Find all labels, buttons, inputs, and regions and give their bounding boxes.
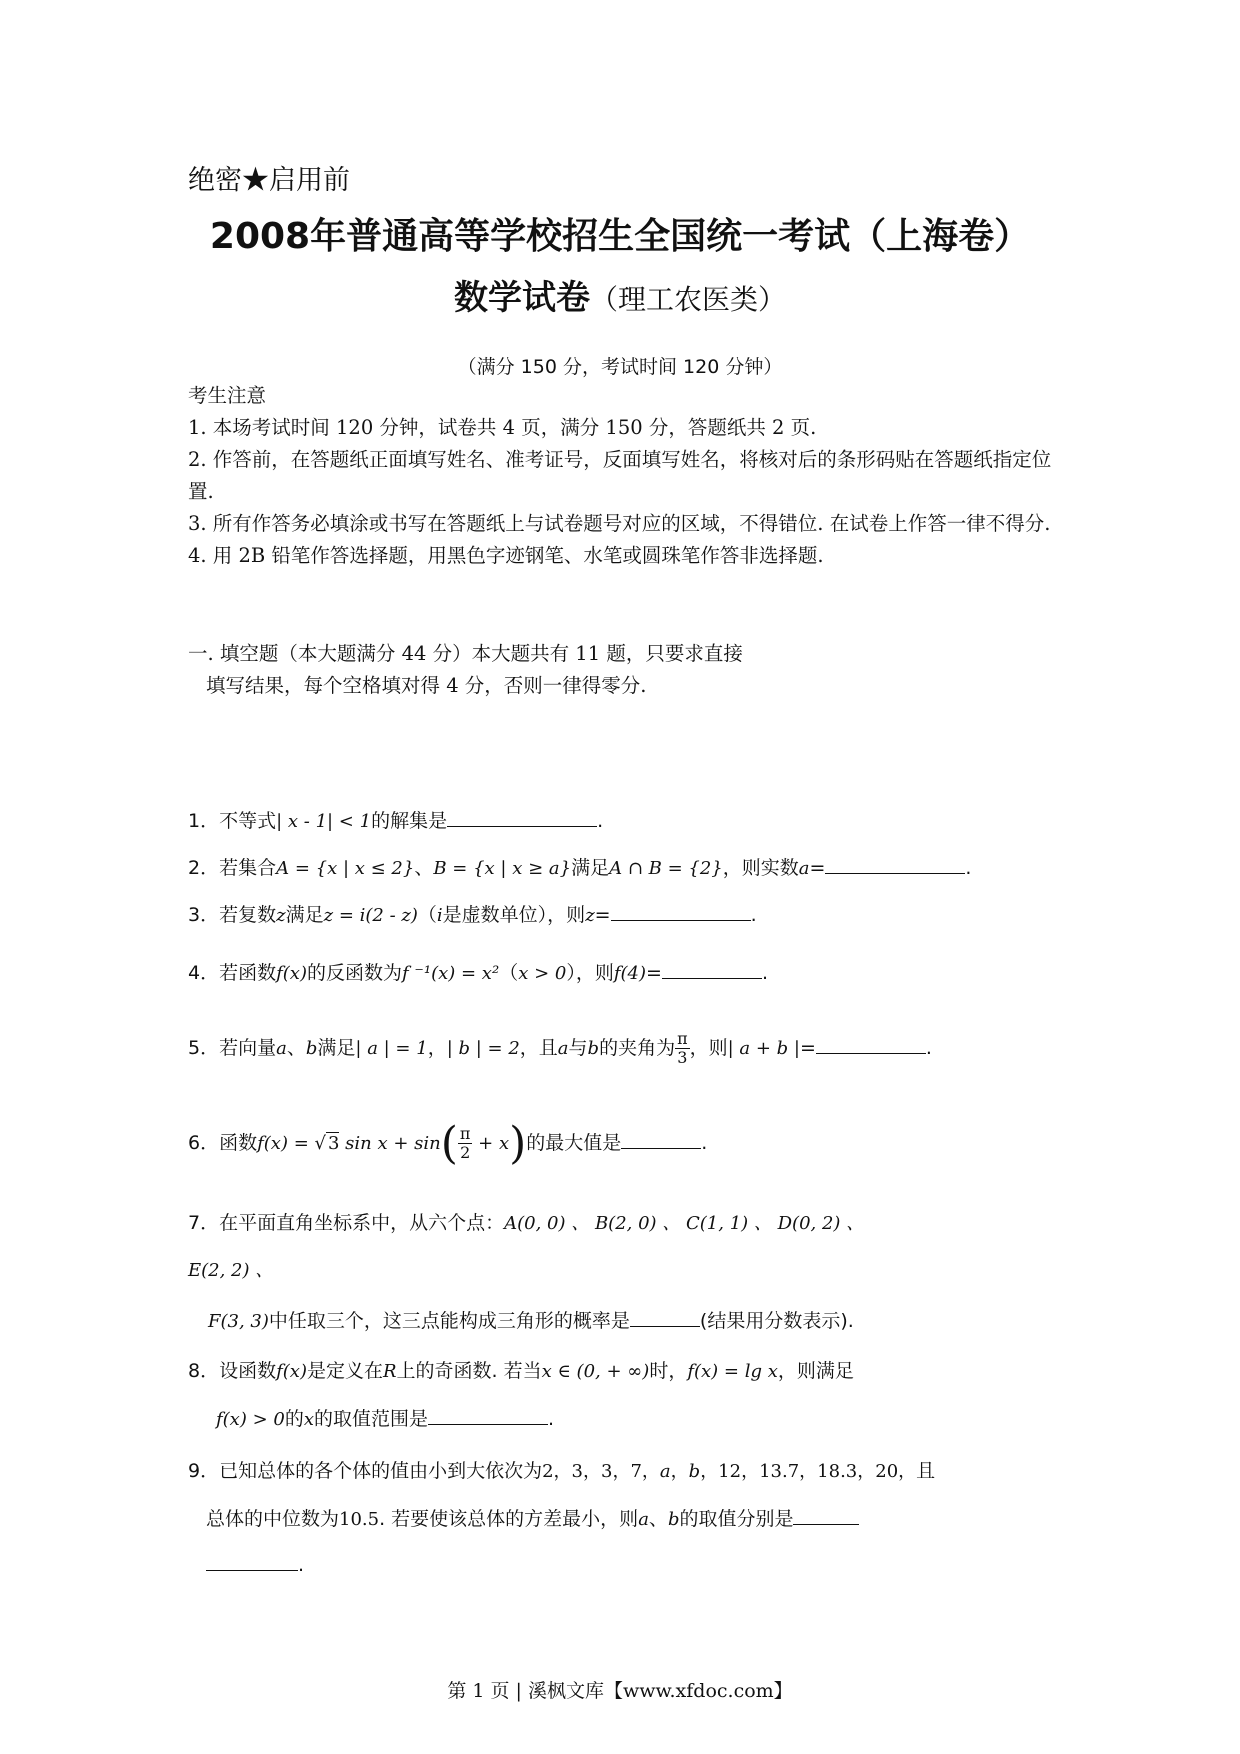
section-line-2: 填写结果，每个空格填对得 4 分，否则一律得零分.	[206, 674, 647, 697]
question-9-line-2	[206, 1504, 1106, 1531]
math: z = i(2 - z)	[323, 905, 418, 926]
text: 的夹角为	[599, 1037, 676, 1059]
fraction	[675, 1030, 690, 1067]
note-item: 2. 作答前，在答题纸正面填写姓名、准考证号，反面填写姓名，将核对后的条形码贴在答题纸指定位置.	[188, 448, 1052, 503]
text: .	[761, 962, 768, 984]
text: .	[597, 810, 604, 832]
question-number: 6．	[188, 1132, 220, 1154]
math: a	[276, 1038, 287, 1059]
math: b	[667, 1509, 680, 1530]
answer-blank[interactable]	[630, 1308, 700, 1327]
math: A = {x | x ≤ 2}	[276, 858, 415, 879]
notes-heading: 考生注意	[188, 384, 267, 407]
math: f(x) = lg x	[687, 1361, 778, 1382]
question-9-line-3	[206, 1552, 1106, 1576]
score-info: （满分 150 分，考试时间 120 分钟）	[457, 356, 783, 378]
fraction-denominator: 2	[460, 1143, 471, 1162]
question-2	[188, 853, 1088, 880]
left-paren: (	[440, 1118, 458, 1169]
text: 若向量	[219, 1037, 277, 1059]
math: | a + b |	[727, 1038, 800, 1059]
text: .	[750, 904, 757, 926]
sqrt-symbol: √	[314, 1133, 326, 1154]
text: ，则实数	[722, 857, 799, 879]
math: R	[382, 1361, 397, 1382]
math: sin x + sin	[339, 1133, 441, 1154]
math: + x	[472, 1133, 510, 1154]
math: b	[305, 1038, 318, 1059]
text: 若函数	[219, 962, 277, 984]
question-4	[188, 958, 1088, 985]
question-7-line-3	[208, 1306, 1108, 1333]
text: =	[799, 1037, 816, 1059]
text: 的解集是	[371, 810, 448, 832]
subtitle-paren: （理工农医类）	[589, 283, 786, 316]
answer-blank[interactable]	[611, 902, 751, 921]
text: 的最大值是	[526, 1132, 622, 1154]
note-item: 1. 本场考试时间 120 分钟，试卷共 4 页，满分 150 分，答题纸共 2 页.	[188, 416, 817, 439]
note-item: 4. 用 2B 铅笔作答选择题，用黑色字迹钢笔、水笔或圆珠笔作答非选择题.	[188, 544, 824, 567]
math: x ∈ (0, + ∞)	[541, 1361, 650, 1382]
text: 函数	[219, 1132, 258, 1154]
text: ，则	[689, 1037, 728, 1059]
notes-section	[188, 380, 1068, 572]
text: 的	[284, 1408, 304, 1430]
text: 、	[414, 857, 434, 879]
section-line-1: 一. 填空题（本大题满分 44 分）本大题共有 11 题，只要求直接	[188, 642, 743, 665]
question-3	[188, 900, 1088, 927]
text: 若复数	[219, 904, 277, 926]
text: ，	[427, 1037, 447, 1059]
text: 满足	[571, 857, 610, 879]
math: | a | = 1	[355, 1038, 428, 1059]
text: 是虚数单位），则	[442, 904, 586, 926]
question-7	[188, 1208, 1088, 1235]
math: x	[303, 1409, 315, 1430]
values: ，12，13.7，18.3，20，	[700, 1461, 917, 1482]
question-number: 8．	[188, 1360, 220, 1382]
subtitle-main: 数学试卷	[453, 278, 590, 318]
question-1	[188, 806, 1088, 833]
question-number: 3．	[188, 904, 220, 926]
math: a	[557, 1038, 569, 1059]
text: （	[499, 962, 519, 984]
math: b	[587, 1038, 600, 1059]
sqrt-value: 3	[327, 1133, 340, 1154]
text: 的取值分别是	[679, 1508, 794, 1530]
answer-blank[interactable]	[825, 855, 965, 874]
math: b	[688, 1461, 701, 1482]
text: 与	[568, 1037, 588, 1059]
text: .	[925, 1037, 932, 1059]
question-8	[188, 1356, 1088, 1383]
math: E(2, 2) 、	[188, 1260, 274, 1281]
right-paren: )	[509, 1118, 527, 1169]
text: 总体的中位数为	[206, 1508, 340, 1530]
exam-title: 2008年普通高等学校招生全国统一考试（上海卷）	[209, 216, 1031, 257]
math: f(4)	[613, 963, 647, 984]
math: A ∩ B = {2}	[609, 858, 723, 879]
math: f(x) =	[257, 1133, 315, 1154]
text: =	[646, 962, 662, 984]
answer-blank[interactable]	[793, 1506, 859, 1525]
math: B = {x | x ≥ a}	[433, 858, 572, 879]
text: ，	[670, 1461, 689, 1482]
fraction-numerator: π	[459, 1124, 471, 1143]
text: =	[809, 857, 826, 879]
text: 的取值范围是	[314, 1408, 429, 1430]
question-7-line-2	[188, 1256, 1088, 1282]
text: . 若要使该总体的方差最小，则	[379, 1508, 639, 1530]
section-1-header	[188, 638, 1088, 702]
text: .	[701, 1132, 708, 1154]
text: =	[594, 904, 611, 926]
exam-subtitle	[0, 270, 1240, 319]
fraction-denominator: 3	[677, 1048, 688, 1067]
math: f(x)	[276, 1361, 307, 1382]
question-9	[188, 1456, 1088, 1483]
text: 满足	[317, 1037, 356, 1059]
text: 中任取三个，这三点能构成三角形的概率是	[268, 1310, 630, 1332]
math: x > 0	[518, 963, 567, 984]
text: (结果用分数表示).	[699, 1310, 854, 1332]
answer-blank[interactable]	[662, 960, 762, 979]
question-number: 4．	[188, 962, 220, 984]
question-number: 2．	[188, 857, 220, 879]
text: 、	[648, 1508, 668, 1530]
text: ），则	[566, 962, 614, 984]
answer-blank[interactable]	[428, 1406, 548, 1425]
text: .	[548, 1408, 555, 1430]
answer-blank[interactable]	[447, 808, 597, 827]
values: 2，3，3，7，	[542, 1461, 660, 1482]
math: A(0, 0) 、 B(2, 0) 、 C(1, 1) 、 D(0, 2) 、	[504, 1213, 865, 1234]
question-number: 7．	[188, 1212, 220, 1234]
text: 且	[916, 1460, 936, 1482]
text: 的反函数为	[306, 962, 402, 984]
math: a	[798, 858, 810, 879]
text: 是定义在	[306, 1360, 383, 1382]
text: 上的奇函数. 若当	[396, 1360, 542, 1382]
question-6	[188, 1118, 1088, 1169]
text: 在平面直角坐标系中，从六个点：	[219, 1212, 505, 1234]
median-value: 10.5	[339, 1509, 380, 1530]
text: （	[417, 904, 437, 926]
fraction-numerator: π	[677, 1029, 688, 1048]
answer-blank[interactable]	[816, 1035, 926, 1054]
question-5	[188, 1030, 1088, 1067]
fraction	[458, 1125, 473, 1162]
page-footer: 第 1 页 | 溪枫文库【www.xfdoc.com】	[447, 1680, 793, 1702]
math: f ⁻¹(x) = x²	[401, 963, 500, 984]
text: .	[298, 1554, 305, 1576]
text: 时，	[649, 1360, 688, 1382]
text: ，则满足	[777, 1360, 854, 1382]
answer-blank[interactable]	[206, 1552, 298, 1571]
text: 已知总体的各个体的值由小到大依次为	[219, 1460, 543, 1482]
math: f(x) > 0	[216, 1409, 285, 1430]
text: 设函数	[219, 1360, 277, 1382]
math: i	[436, 905, 443, 926]
math: | x - 1| < 1	[276, 811, 372, 832]
text: .	[965, 857, 972, 879]
text: 、	[286, 1037, 306, 1059]
math: a	[638, 1509, 649, 1530]
math: F(3, 3)	[208, 1311, 269, 1332]
question-number: 5．	[188, 1037, 220, 1059]
text: 若集合	[219, 857, 277, 879]
question-8-line-2	[216, 1404, 1116, 1431]
math: f(x)	[276, 963, 307, 984]
question-number: 9．	[188, 1460, 220, 1482]
question-number: 1．	[188, 810, 220, 832]
answer-blank[interactable]	[621, 1130, 701, 1149]
math: z	[276, 905, 286, 926]
math: a	[659, 1461, 671, 1482]
note-item: 3. 所有作答务必填涂或书写在答题纸上与试卷题号对应的区域，不得错位. 在试卷上作答一律不得分.	[188, 512, 1051, 535]
text: 满足	[285, 904, 324, 926]
math: | b | = 2	[446, 1038, 520, 1059]
text: ，且	[519, 1037, 558, 1059]
secret-label: 绝密★启用前	[188, 165, 350, 196]
math: z	[585, 905, 595, 926]
text: 不等式	[219, 810, 277, 832]
